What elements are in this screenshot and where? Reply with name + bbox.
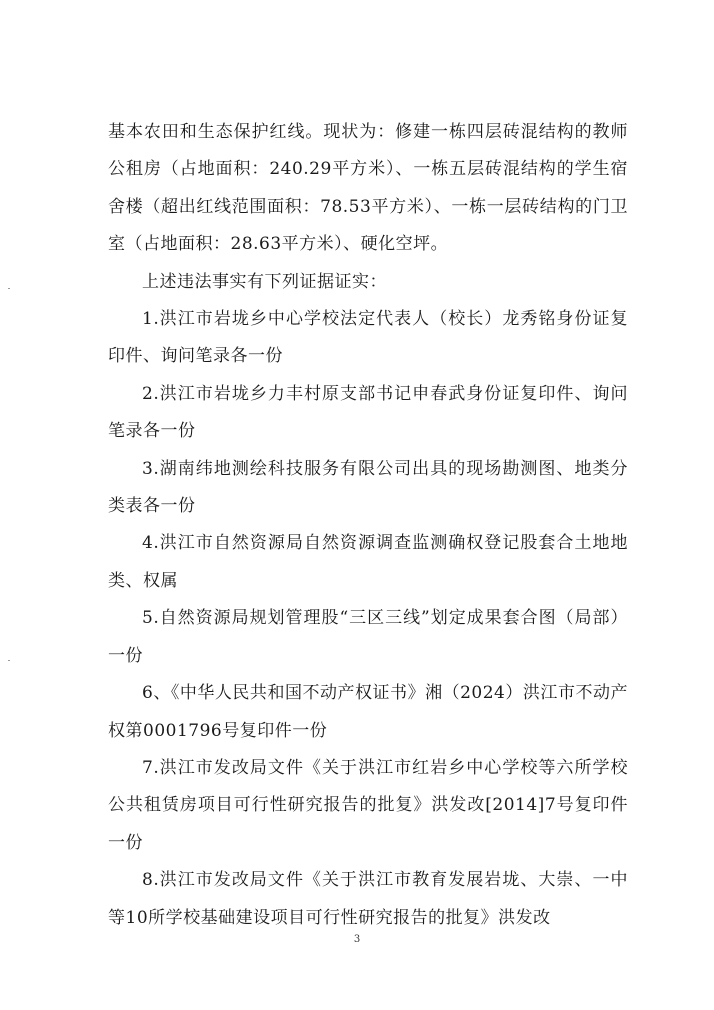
scan-mark — [8, 288, 10, 289]
evidence-item-8: 8.洪江市发改局文件《关于洪江市教育发展岩垅、大崇、一中等10所学校基础建设项目可行性研究报告的批复》洪发改 — [108, 870, 628, 928]
evidence-item-1: 1.洪江市岩垅乡中心学校法定代表人（校长）龙秀铭身份证复印件、询问笔录各一份 — [108, 309, 628, 367]
evidence-item-4: 4.洪江市自然资源局自然资源调查监测确权登记股套合土地地类、权属 — [108, 533, 628, 591]
body-text — [108, 114, 628, 937]
evidence-item-2: 2.洪江市岩垅乡力丰村原支部书记申春武身份证复印件、询问笔录各一份 — [108, 383, 628, 442]
paragraph-evidence-intro: 上述违法事实有下列证据证实： — [142, 271, 387, 292]
evidence-item-7: 7.洪江市发改局文件《关于洪江市红岩乡中心学校等六所学校公共租赁房项目可行性研究报告的批复》洪发改[2014]7号复印件一份 — [108, 757, 628, 853]
scan-mark — [8, 660, 10, 661]
paragraph-continuation: 基本农田和生态保护红线。现状为：修建一栋四层砖混结构的教师公租房（占地面积：240.29平方米）、一栋五层砖混结构的学生宿舍楼（超出红线范围面积：78.53平方米）、一栋一层砖结构的门卫室（占地面积：28.63平方米）、硬化空坪。 — [108, 122, 628, 255]
evidence-item-3: 3.湖南纬地测绘科技服务有限公司出具的现场勘测图、地类分类表各一份 — [108, 458, 628, 517]
evidence-item-6: 6、《中华人民共和国不动产权证书》湘（2024）洪江市不动产权第0001796号复印件一份 — [108, 683, 628, 741]
evidence-item-5: 5.自然资源局规划管理股“三区三线”划定成果套合图（局部）一份 — [108, 608, 628, 666]
page-number: 3 — [353, 934, 361, 945]
